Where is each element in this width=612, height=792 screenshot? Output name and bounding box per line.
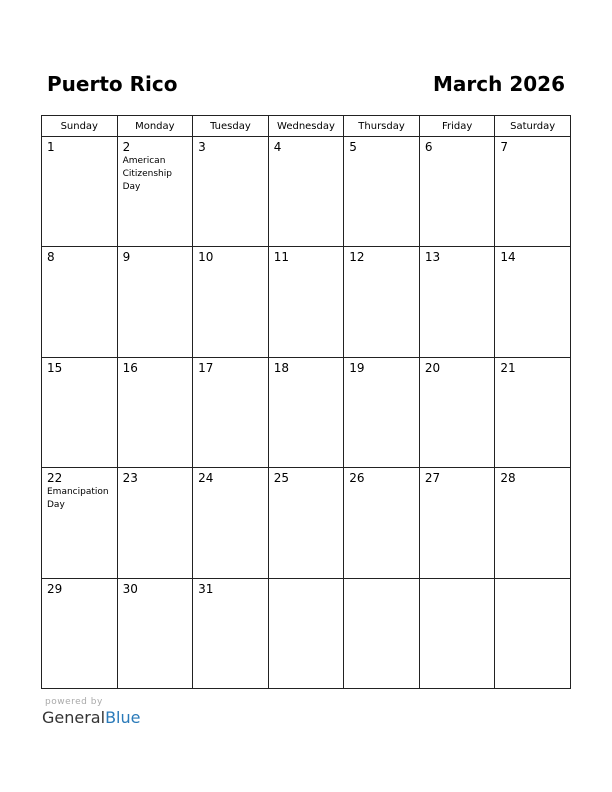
day-number: 17 — [198, 360, 214, 375]
day-number: 31 — [198, 581, 214, 596]
day-number: 9 — [122, 250, 131, 265]
day-cell — [268, 468, 344, 578]
calendar-grid — [41, 115, 571, 689]
day-cell — [344, 468, 420, 578]
day-number: 20 — [424, 360, 441, 375]
generalblue-logo[interactable] — [42, 708, 140, 727]
weekday-header-row — [42, 116, 571, 137]
day-number: 3 — [198, 140, 206, 154]
day-cell — [495, 137, 571, 247]
day-cell — [268, 247, 344, 357]
day-number: 25 — [273, 471, 289, 486]
brand-name-part2: Blue — [105, 708, 141, 727]
day-cell — [419, 468, 495, 578]
day-cell — [268, 578, 344, 688]
day-cell — [419, 357, 495, 467]
day-cell — [117, 578, 193, 688]
day-cell — [495, 247, 571, 357]
holiday-label: American Citizenship Day — [122, 156, 172, 192]
day-cell — [117, 468, 193, 578]
weekday-header-sunday: Sunday — [42, 116, 118, 137]
country-title: Puerto Rico — [47, 72, 178, 96]
day-cell — [193, 578, 269, 688]
day-cell — [193, 468, 269, 578]
day-number: 7 — [500, 140, 509, 154]
week-row-5 — [42, 578, 571, 688]
week-row-4 — [42, 468, 571, 578]
day-number: 10 — [198, 250, 214, 265]
day-cell — [419, 137, 495, 247]
day-cell — [419, 578, 495, 688]
day-number: 21 — [500, 360, 516, 375]
day-number: 27 — [424, 471, 441, 486]
weekday-header-tuesday: Tuesday — [193, 116, 269, 137]
month-year-title: March 2026 — [433, 72, 565, 96]
day-cell — [117, 137, 193, 247]
day-cell — [495, 468, 571, 578]
weekday-header-wednesday: Wednesday — [268, 116, 344, 137]
day-cell — [344, 247, 420, 357]
weekday-header-monday: Monday — [117, 116, 193, 137]
week-row-1 — [42, 137, 571, 247]
day-number: 30 — [122, 581, 138, 596]
day-number: 2 — [122, 140, 131, 154]
day-number: 19 — [349, 360, 365, 375]
day-number: 24 — [198, 471, 214, 486]
day-number: 22 — [47, 471, 63, 486]
week-row-3 — [42, 357, 571, 467]
day-cell — [268, 357, 344, 467]
day-cell — [193, 357, 269, 467]
day-number: 13 — [424, 250, 441, 265]
day-cell — [344, 578, 420, 688]
day-cell — [193, 247, 269, 357]
week-row-2 — [42, 247, 571, 357]
day-number: 6 — [424, 140, 433, 154]
day-cell — [117, 247, 193, 357]
day-cell — [495, 357, 571, 467]
day-cell — [419, 247, 495, 357]
weekday-header-friday: Friday — [419, 116, 495, 137]
day-cell — [42, 578, 118, 688]
day-cell — [268, 137, 344, 247]
day-number: 18 — [273, 360, 289, 375]
day-cell — [42, 468, 118, 578]
powered-by-label: powered by — [45, 697, 103, 707]
day-cell — [42, 247, 118, 357]
day-number: 12 — [349, 250, 365, 265]
day-number: 15 — [47, 360, 63, 375]
day-number: 16 — [122, 360, 138, 375]
day-number: 23 — [122, 471, 138, 486]
day-cell — [117, 357, 193, 467]
weekday-header-saturday: Saturday — [495, 116, 571, 137]
day-cell — [42, 137, 118, 247]
day-number: 14 — [500, 250, 516, 265]
day-number: 26 — [349, 471, 365, 486]
day-number: 5 — [349, 140, 357, 154]
day-number: 1 — [47, 140, 55, 154]
day-number: 11 — [273, 250, 289, 265]
holiday-label: Emancipation Day — [47, 487, 109, 511]
day-number: 4 — [273, 140, 282, 154]
day-cell — [495, 578, 571, 688]
day-cell — [42, 357, 118, 467]
day-cell — [193, 137, 269, 247]
day-number: 28 — [500, 471, 516, 486]
day-number: 8 — [47, 250, 55, 265]
day-number: 29 — [47, 581, 63, 596]
day-cell — [344, 137, 420, 247]
day-cell — [344, 357, 420, 467]
weekday-header-thursday: Thursday — [344, 116, 420, 137]
brand-name-part1: General — [42, 708, 106, 727]
